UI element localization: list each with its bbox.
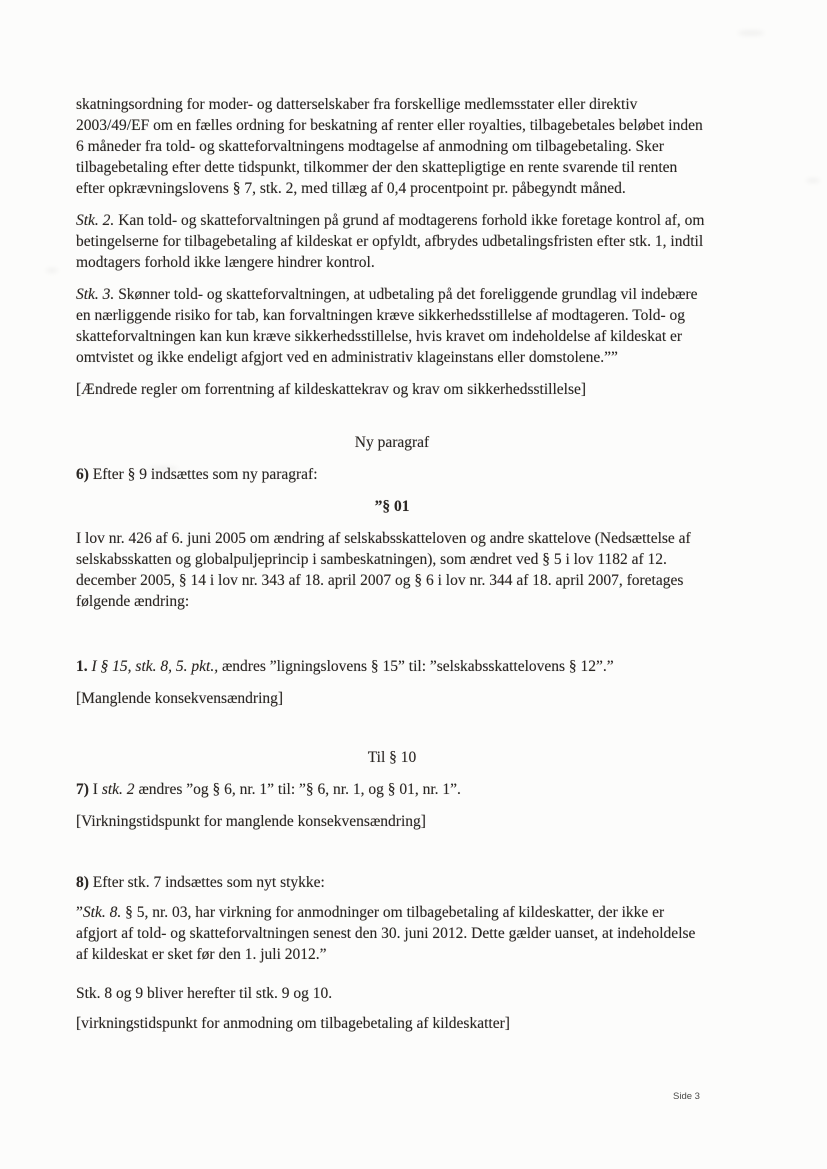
- heading-til10-text: Til § 10: [367, 749, 417, 766]
- paragraph-stk8-quote: [76, 902, 708, 965]
- paragraph-stk-renumber: [76, 983, 708, 1004]
- list-item-7: [76, 779, 708, 800]
- list-item-1: [76, 656, 708, 677]
- bracket-note-2-text: [Manglende konsekvensændring]: [76, 690, 284, 707]
- paragraph-lov-426: [76, 528, 708, 612]
- paragraph-lov-426-text: I lov nr. 426 af 6. juni 2005 om ændring af selskabsskatteloven og andre skattelove (Nedsættelse af selskabsskatten og globalpuljeprincip i sambeskatningen), som ændret ved § 5 i lov 1182 af 12. december 2005, § 14 i lov nr. 343 af 18. april 2007 og § 6 i lov nr. 344 af 18. april 2007, foretages følgende ændring:: [76, 530, 691, 610]
- bracket-note-1-text: [Ændrede regler om forrentning af kildeskattekrav og krav om sikkerhedsstillelse]: [76, 381, 587, 398]
- bracket-note-3-text: [Virkningstidspunkt for manglende konsekvensændring]: [76, 813, 426, 830]
- item6-text: Efter § 9 indsættes som ny paragraf:: [88, 466, 318, 483]
- item8-number: 8): [76, 874, 89, 891]
- stk8-open-quote: ”: [76, 904, 83, 921]
- item1-number: 1.: [76, 658, 88, 675]
- item7-reference: stk. 2: [101, 781, 135, 798]
- bracket-note-3: [76, 811, 708, 832]
- paragraph-continuation-text: skatningsordning for moder- og datterselskaber fra forskellige medlemsstater eller direktiv 2003/49/EF om en fælles ordning for beskatning af renter eller royalties, tilbagebetales beløbet inden 6 måneder fra told- og skatteforvaltningens modtagelse af anmodning om tilbagebetaling. Sker tilbagebetaling efter dette tidspunkt, tilkommer der den skattepligtige en rente svarende til renten efter opkrævningslovens § 7, stk. 2, med tillæg af 0,4 procentpoint pr. påbegyndt måned.: [76, 96, 703, 197]
- scan-smudge: [46, 268, 58, 273]
- paragraph-stk2: [76, 210, 708, 273]
- stk8-label: Stk. 8.: [82, 904, 122, 921]
- item7-number: 7): [76, 781, 89, 798]
- item8-text: Efter stk. 7 indsættes som nyt stykke:: [88, 874, 325, 891]
- paragraph-stk3: [76, 284, 708, 368]
- page-number: Side 3: [673, 1091, 700, 1102]
- heading-ny-paragraf-text: Ny paragraf: [354, 434, 430, 451]
- bracket-note-2: [76, 688, 708, 709]
- text-column: [76, 94, 708, 1045]
- item1-reference: I § 15, stk. 8, 5. pkt.,: [87, 658, 219, 675]
- item1-text: ændres ”ligningslovens § 15” til: ”selskabsskattelovens § 12”.”: [218, 658, 614, 675]
- list-item-6: [76, 464, 708, 485]
- section-heading-til10: [76, 747, 708, 768]
- heading-par01-text: ”§ 01: [374, 498, 410, 515]
- scan-smudge: [738, 30, 764, 36]
- item6-number: 6): [76, 466, 89, 483]
- stk3-text: Skønner told- og skatteforvaltningen, at udbetaling på det foreliggende grundlag vil indebære en nærliggende risiko for tab, kan forvaltningen kræve sikkerhedsstillelse af modtageren. Told- og skatteforvaltningen kan kun kræve sikkerhedsstillelse, hvis kravet om indeholdelse af kildeskat er omtvistet og ikke endeligt afgjort ved en administrativ klageinstans eller domstolene.””: [76, 286, 698, 366]
- bracket-note-4: [76, 1013, 708, 1034]
- item7-text: ændres ”og § 6, nr. 1” til: ”§ 6, nr. 1, og § 01, nr. 1”.: [134, 781, 461, 798]
- stk2-label: Stk. 2.: [76, 212, 115, 229]
- list-item-8: [76, 872, 708, 893]
- bracket-note-4-text: [virkningstidspunkt for anmodning om tilbagebetaling af kildeskatter]: [76, 1015, 510, 1032]
- stk8-text: § 5, nr. 03, har virkning for anmodninger om tilbagebetaling af kildeskatter, der ikke er afgjort af told- og skatteforvaltningen senest den 30. juni 2012. Dette gælder uanset, at indeholdelse af kildeskat er sket før den 1. juli 2012.”: [76, 904, 696, 963]
- bracket-note-1: [76, 379, 708, 400]
- stk3-label: Stk. 3.: [76, 286, 115, 303]
- stk-renumber-text: Stk. 8 og 9 bliver herefter til stk. 9 og 10.: [76, 985, 333, 1002]
- section-heading-ny-paragraf: [76, 432, 708, 453]
- stk2-text: Kan told- og skatteforvaltningen på grund af modtagerens forhold ikke foretage kontrol af, om betingelserne for tilbagebetaling af kildeskat er opfyldt, afbrydes udbetalingsfristen efter stk. 1, indtil modtagers forhold ikke længere hindrer kontrol.: [76, 212, 705, 271]
- paragraph-continuation: [76, 94, 708, 199]
- item7-pre: I: [88, 781, 102, 798]
- scan-smudge: [806, 178, 820, 183]
- section-heading-par01: [76, 496, 708, 517]
